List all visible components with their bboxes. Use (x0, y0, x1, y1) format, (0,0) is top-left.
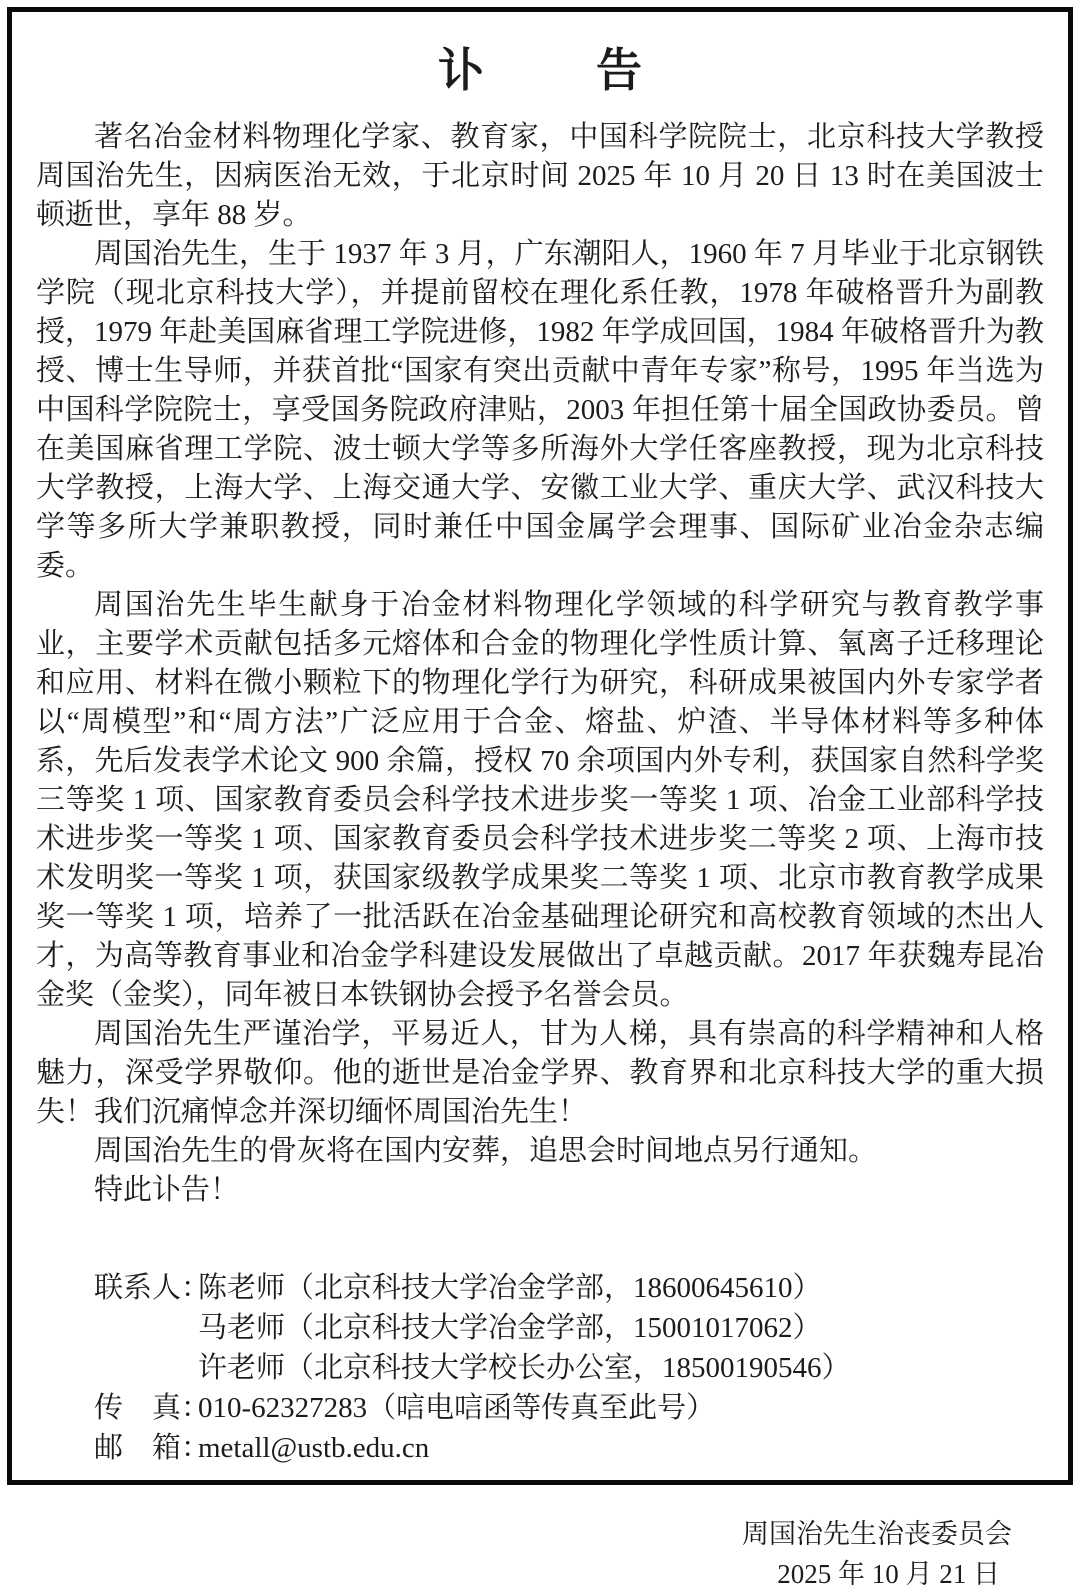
paragraph-closing: 特此讣告！ (94, 1174, 240, 1206)
email-address: metall@ustb.edu.cn (198, 1432, 430, 1464)
contact-row-person-3 (94, 1348, 1044, 1388)
signature-block (36, 1514, 1044, 1594)
contact-section (94, 1268, 1044, 1468)
page-title (36, 46, 1044, 96)
contact-row-fax (94, 1388, 1044, 1428)
obituary-body (36, 118, 1044, 1210)
paragraph-biography: 周国治先生，生于 1937 年 3 月，广东潮阳人，1960 年 7 月毕业于北京钢铁学院（现北京科技大学），并提前留校在理化系任教，1978 年破格晋升为副教授，1979 年赴美国麻省理工学院进修，1982 年学成回国，1984 年破格晋升为教授、博士生导师，并获首批“国家有突出贡献中青年专家”称号，1995 年当选为中国科学院院士，享受国务院政府津贴，2003 年担任第十届全国政协委员。曾在美国麻省理工学院、波士顿大学等多所海外大学任客座教授，现为北京科技大学教授，上海大学、上海交通大学、安徽工业大学、重庆大学、武汉科技大学等多所大学兼职教授，同时兼任中国金属学会理事、国际矿业冶金杂志编委。 (36, 238, 1044, 582)
paragraph-memorial-notice: 周国治先生的骨灰将在国内安葬，追思会时间地点另行通知。 (94, 1135, 878, 1167)
paragraph-announcement: 著名冶金材料物理化学家、教育家，中国科学院院士，北京科技大学教授周国治先生，因病医治无效，于北京时间 2025 年 10 月 20 日 13 时在美国波士顿逝世，享年 88 岁。 (36, 121, 1044, 231)
contact-row-email (94, 1428, 1044, 1468)
fax-label: 传 真： (94, 1392, 211, 1424)
paragraph-tribute: 周国治先生严谨治学，平易近人，甘为人梯，具有崇高的科学精神和人格魅力，深受学界敬仰。他的逝世是冶金学界、教育界和北京科技大学的重大损失！我们沉痛悼念并深切缅怀周国治先生！ (36, 1018, 1044, 1128)
title-char-right: 告 (596, 45, 642, 96)
obituary-page (7, 7, 1073, 1589)
contact-row-person-1 (94, 1268, 1044, 1308)
contact-row-person-2 (94, 1308, 1044, 1348)
paragraph-achievements: 周国治先生毕生献身于冶金材料物理化学领域的科学研究与教育教学事业，主要学术贡献包括多元熔体和合金的物理化学性质计算、氧离子迁移理论和应用、材料在微小颗粒下的物理化学行为研究，科研成果被国内外专家学者以“周模型”和“周方法”广泛应用于合金、熔盐、炉渣、半导体材料等多种体系，先后发表学术论文 900 余篇，授权 70 余项国内外专利，获国家自然科学奖三等奖 1 项、国家教育委员会科学技术进步奖一等奖 1 项、冶金工业部科学技术进步奖一等奖 1 项、国家教育委员会科学技术进步奖二等奖 2 项、上海市技术发明奖一等奖 1 项，获国家级教学成果奖二等奖 1 项、北京市教育教学成果奖一等奖 1 项，培养了一批活跃在冶金基础理论研究和高校教育领域的杰出人才，为高等教育事业和冶金学科建设发展做出了卓越贡献。2017 年获魏寿昆冶金奖（金奖），同年被日本铁钢协会授予名誉会员。 (36, 589, 1044, 1011)
title-char-left: 讣 (438, 45, 484, 96)
fax-number: 010-62327283（唁电唁函等传真至此号） (198, 1392, 716, 1424)
contact-person-xu: 许老师（北京科技大学校长办公室，18500190546） (198, 1352, 851, 1384)
contact-persons-label: 联系人： (94, 1272, 211, 1304)
signature-date: 2025 年 10 月 21 日 (777, 1559, 1000, 1589)
contact-person-ma: 马老师（北京科技大学冶金学部，15001017062） (198, 1312, 822, 1344)
contact-person-chen: 陈老师（北京科技大学冶金学部，18600645610） (198, 1272, 822, 1304)
signature-committee: 周国治先生治丧委员会 (742, 1519, 1012, 1549)
email-label: 邮 箱： (94, 1432, 211, 1464)
